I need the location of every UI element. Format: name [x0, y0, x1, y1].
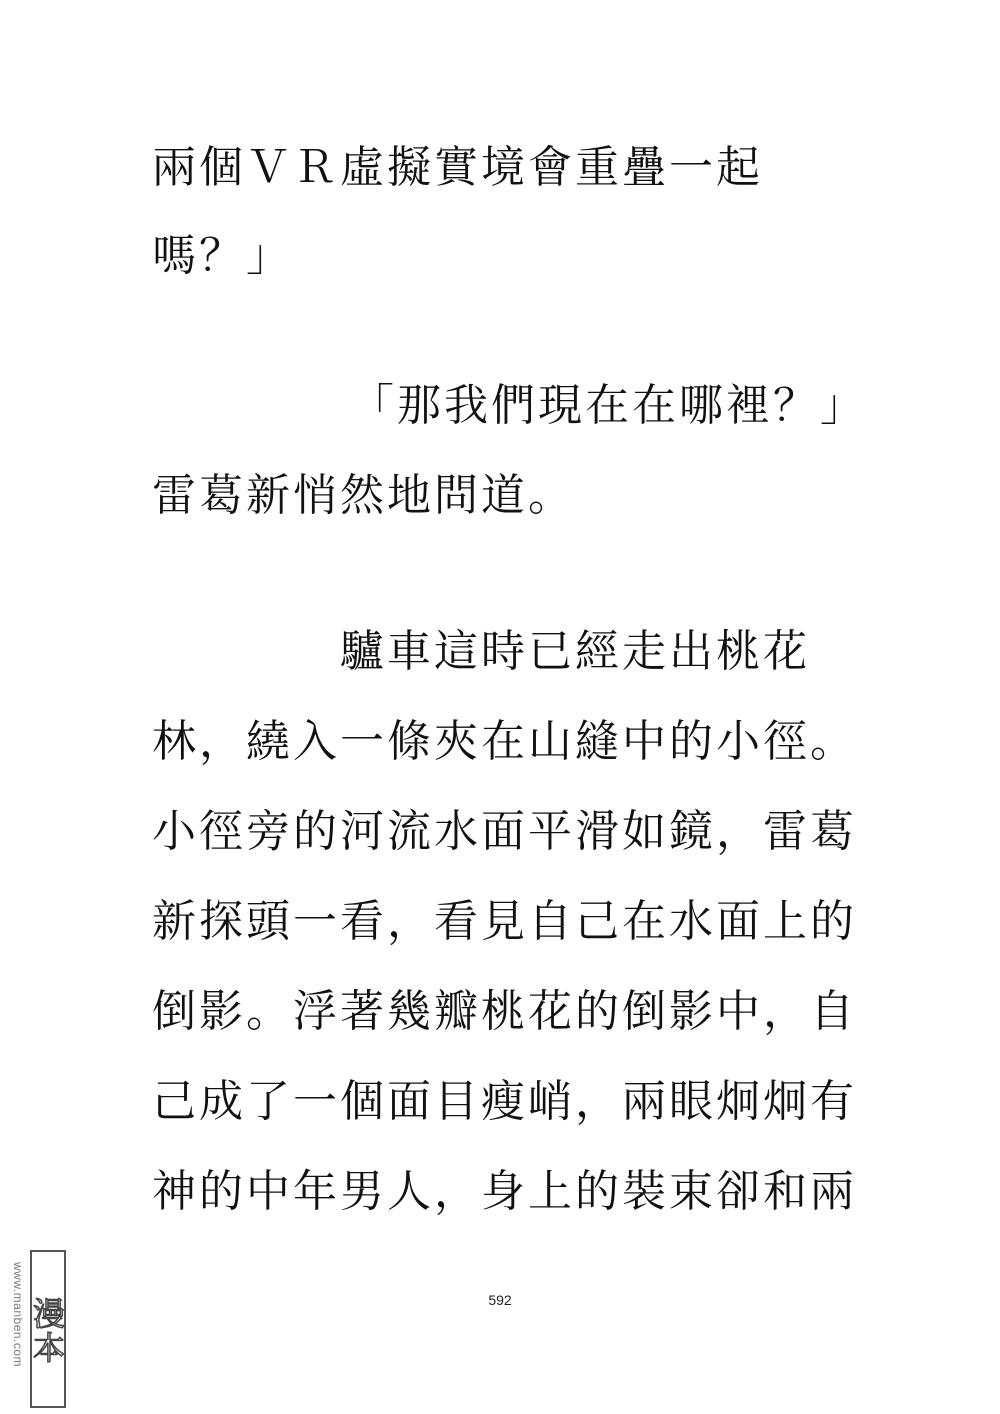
text-line-2: 嗎？」 — [152, 230, 293, 281]
text-line-1: 兩個ＶＲ虛擬實境會重疊一起 — [152, 142, 763, 193]
text-line-11: 神的中年男人，身上的裝束卻和兩 — [152, 1166, 857, 1217]
text-line-10: 己成了一個面目瘦峭，兩眼炯炯有 — [152, 1076, 857, 1127]
text-line-5: 驢車這時已經走出桃花 — [340, 626, 810, 677]
text-line-6: 林，繞入一條夾在山縫中的小徑。 — [152, 716, 857, 767]
text-line-3: 「那我們現在在哪裡？」 — [350, 380, 867, 431]
text-line-8: 新探頭一看，看見自己在水面上的 — [152, 896, 857, 947]
watermark-url: www.manben.com — [11, 1262, 25, 1368]
text-line-9: 倒影。浮著幾瓣桃花的倒影中，自 — [152, 986, 857, 1037]
watermark-logo: 漫本 — [30, 1250, 66, 1408]
page-number: 592 — [488, 1292, 512, 1308]
text-line-7: 小徑旁的河流水面平滑如鏡，雷葛 — [152, 806, 857, 857]
text-line-4: 雷葛新悄然地問道。 — [152, 470, 575, 521]
